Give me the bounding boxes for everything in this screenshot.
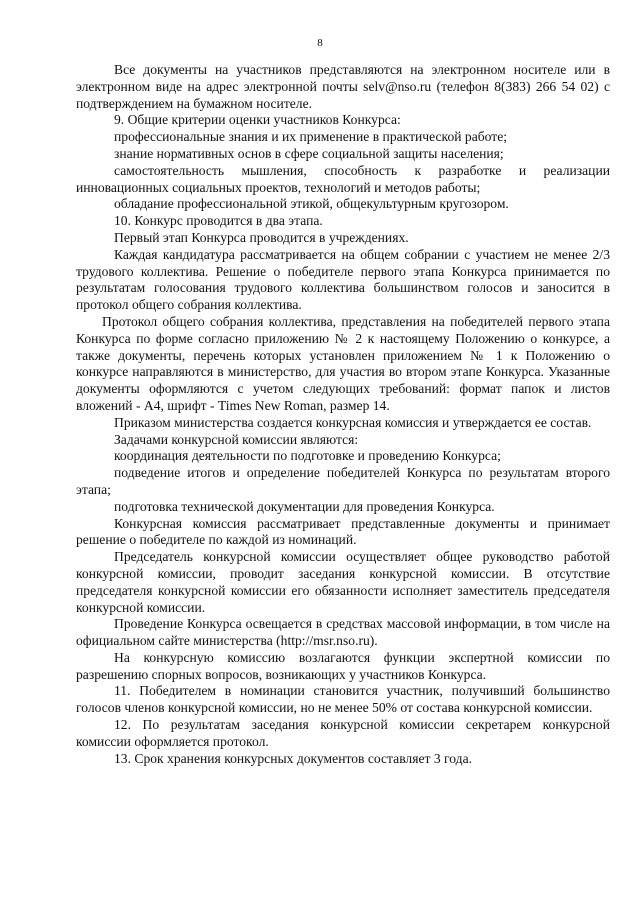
- page-number: 8: [317, 37, 323, 49]
- paragraph-commission-task: подготовка технической документации для проведения Конкурса.: [114, 498, 495, 514]
- paragraph-chairman: Председатель конкурсной комиссии осуществляет общее руководство работой конкурсной комиссии, проводит заседания конкурсной комиссии. В отсутствие председателя конкурсной комиссии его обязанности исполняет заместитель председателя конкурсной комиссии.: [76, 549, 610, 615]
- paragraph-criteria-item: самостоятельность мышления, способность к разработке и реализации инновационных социальных проектов, технологий и методов работы;: [76, 162, 610, 195]
- paragraph-candidate-review: Каждая кандидатура рассматривается на общем собрании с участием не менее 2/3 трудового коллектива. Решение о победителе первого этапа Конкурса принимается по результатам голосования трудового коллектива большинством голосов и заносится в протокол общего собрания коллектива.: [76, 246, 610, 313]
- paragraph-criteria-item: знание нормативных основ в сфере социальной защиты населения;: [114, 145, 504, 161]
- paragraph-winner: 11. Победителем в номинации становится участник, получивший большинство голосов членов конкурсной комиссии, но не менее 50% от состава конкурсной комиссии.: [76, 683, 610, 716]
- paragraph-media-coverage: Проведение Конкурса освещается в средствах массовой информации, в том числе на официальном сайте министерства (http://msr.nso.ru).: [76, 616, 610, 649]
- paragraph-storage-term: 13. Срок хранения конкурсных документов составляет 3 года.: [114, 750, 473, 766]
- paragraph-criteria-item: профессиональные знания и их применение в практической работе;: [114, 129, 508, 145]
- paragraph-protocol: Протокол общего собрания коллектива, представления на победителей первого этапа Конкурса по форме согласно приложению № 2 к настоящему Положению о конкурсе, а также документы, перечень которых установлен приложением № 1 к Положению о конкурсе направляются в министерство, для участия во втором этапе Конкурса. Указанные документы оформляются с учетом следующих требований: формат папок и листов вложений - А4, шрифт - Times New Roman, размер 14.: [76, 313, 610, 413]
- paragraph-commission-task: координация деятельности по подготовке и проведению Конкурса;: [114, 448, 501, 464]
- paragraph-commission-review: Конкурсная комиссия рассматривает представленные документы и принимает решение о победителе по каждой из номинаций.: [76, 515, 610, 548]
- paragraph-criteria-heading: 9. Общие критерии оценки участников Конкурса:: [114, 112, 401, 128]
- document-body: [76, 62, 610, 767]
- paragraph-commission-task: подведение итогов и определение победителей Конкурса по результатам второго этапа;: [76, 465, 610, 497]
- paragraph-protocol-results: 12. По результатам заседания конкурсной комиссии секретарем конкурсной комиссии оформляется протокол.: [76, 717, 610, 749]
- paragraph-two-stages: 10. Конкурс проводится в два этапа.: [114, 213, 323, 229]
- paragraph-commission-order: Приказом министерства создается конкурсная комиссия и утверждается ее состав.: [114, 414, 592, 430]
- paragraph-expert-functions: На конкурсную комиссию возлагаются функции экспертной комиссии по разрешению спорных вопросов, возникающих у участников Конкурса.: [76, 649, 610, 682]
- paragraph-criteria-item: обладание профессиональной этикой, общекультурным кругозором.: [114, 196, 509, 212]
- paragraph-first-stage: Первый этап Конкурса проводится в учреждениях.: [114, 229, 409, 245]
- paragraph-commission-tasks-heading: Задачами конкурсной комиссии являются:: [114, 431, 359, 447]
- paragraph-documents-submission: Все документы на участников представляются на электронном носителе или в электронном виде на адрес электронной почты selv@nso.ru (телефон 8(383) 266 54 02) с подтверждением на бумажном носителе.: [76, 62, 610, 111]
